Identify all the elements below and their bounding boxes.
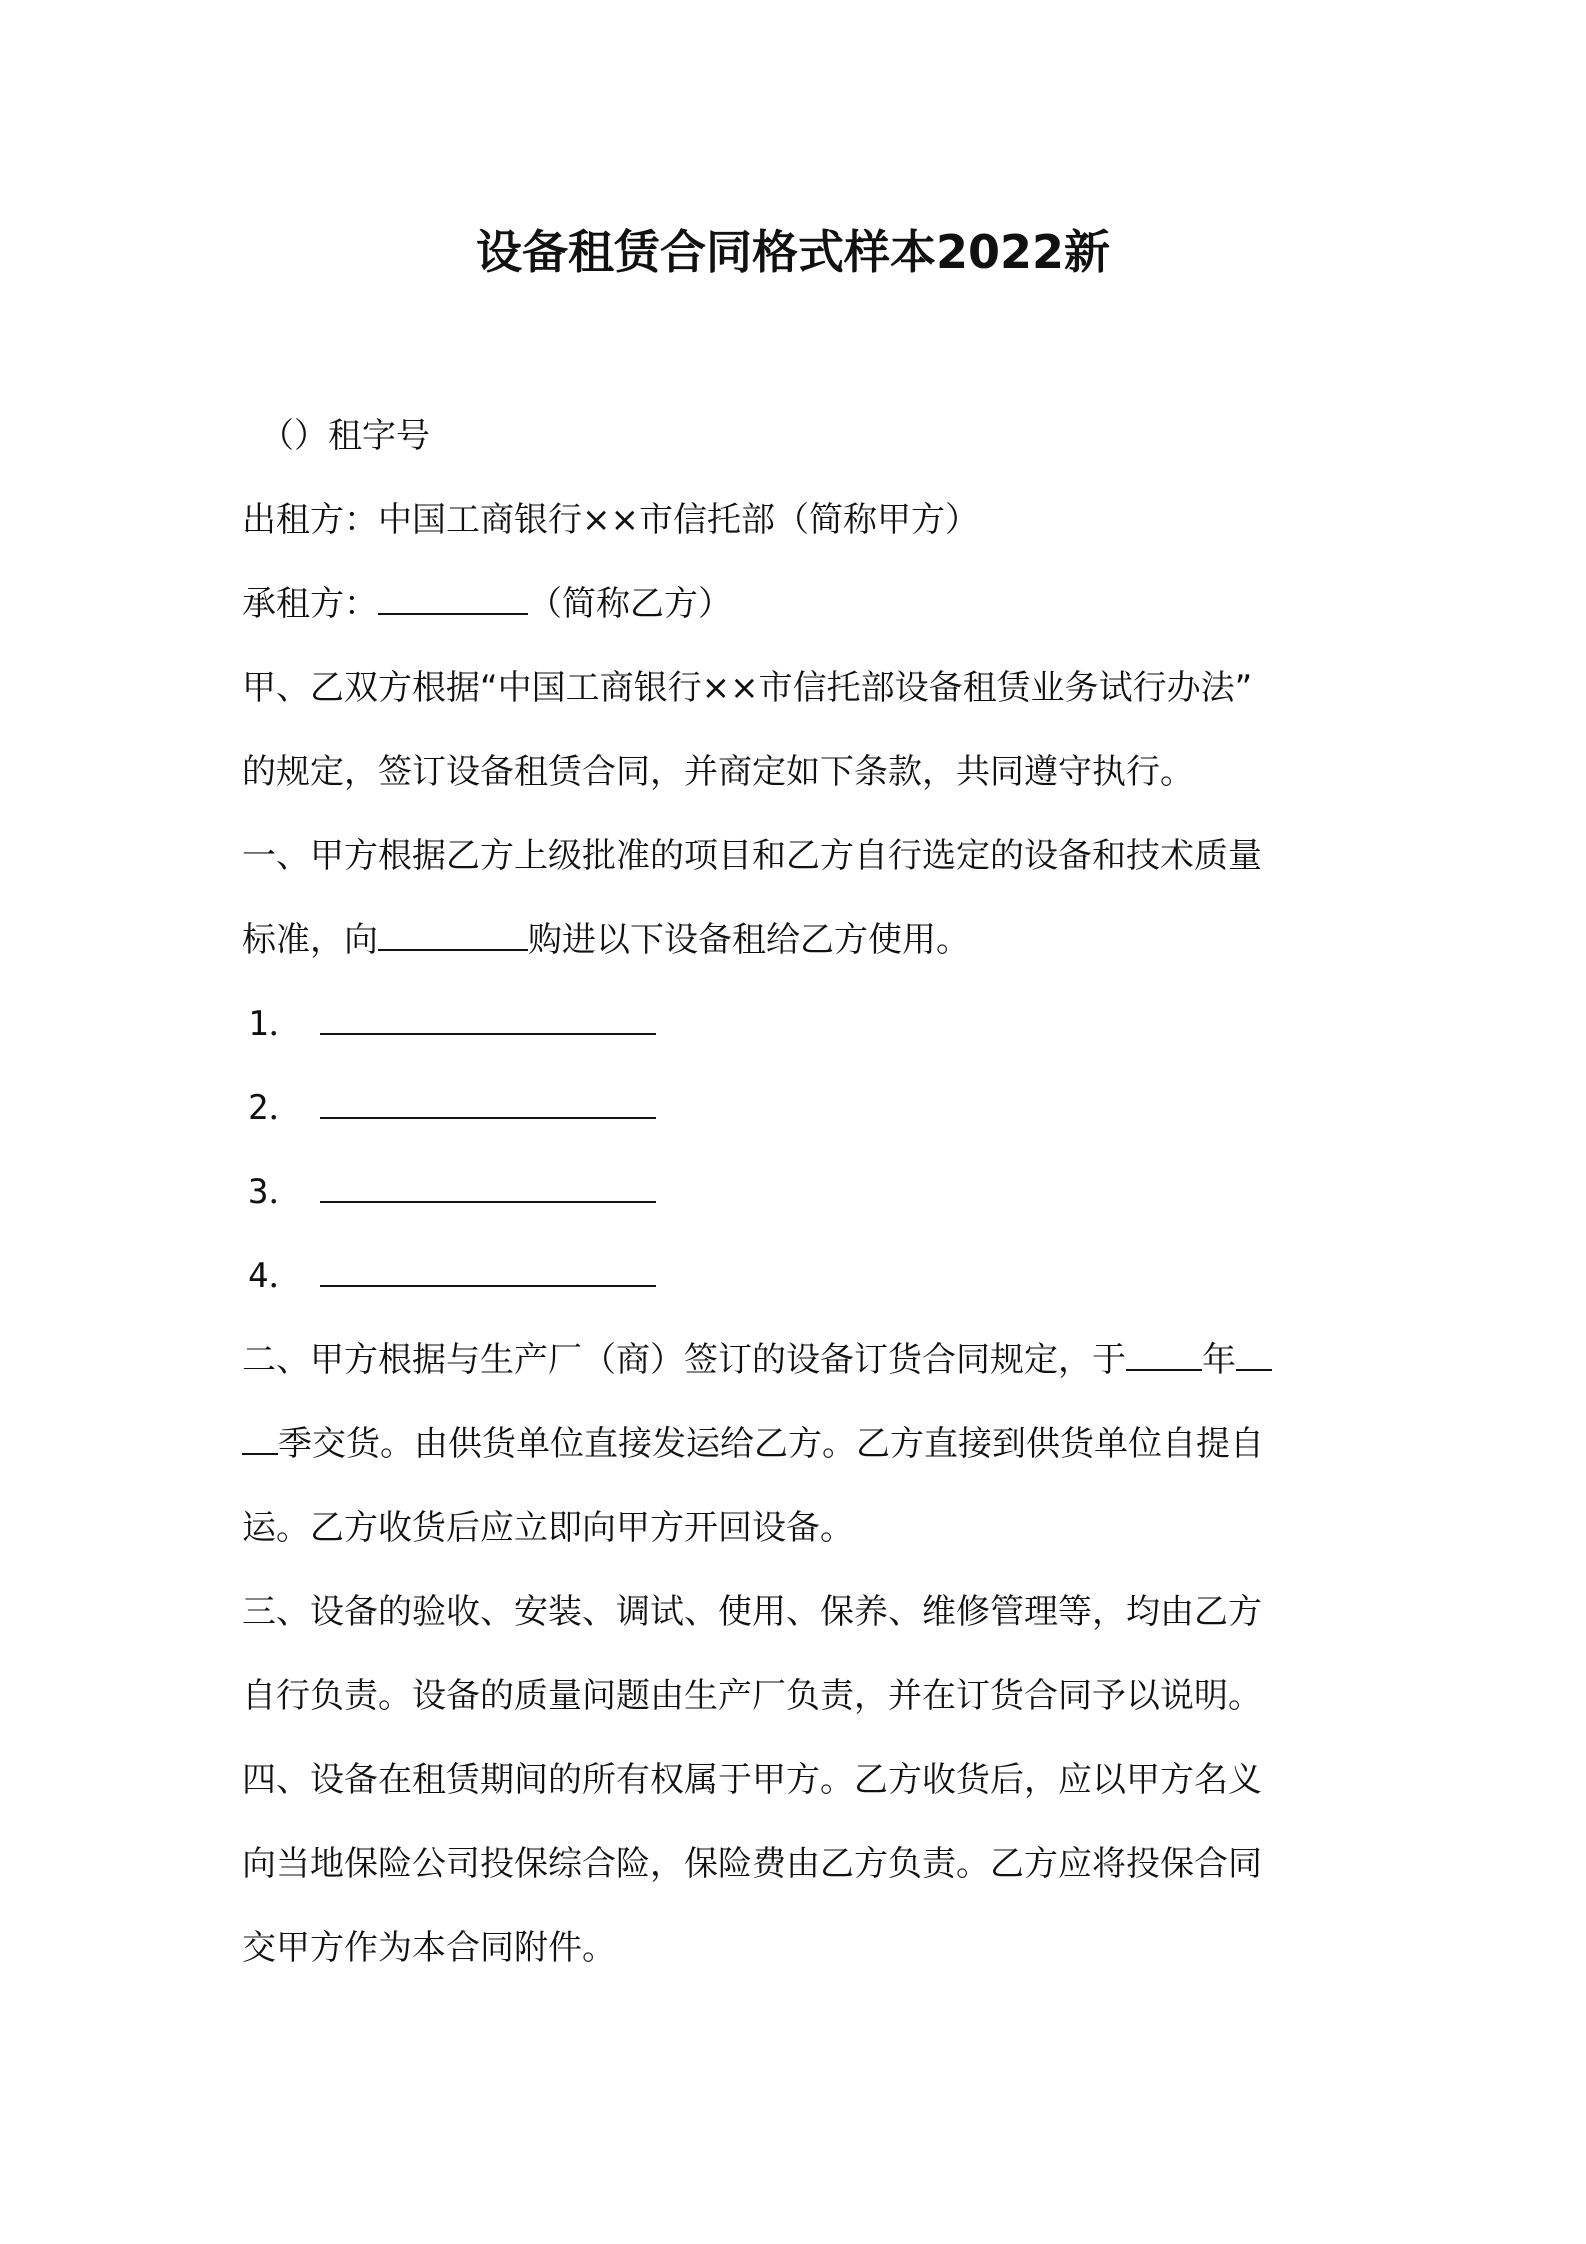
lessor-line <box>242 478 1362 562</box>
equipment-item-3 <box>242 1150 1362 1234</box>
season-blank-part2 <box>242 1423 278 1455</box>
lessee-blank <box>378 583 528 615</box>
clause4-line-1: 四、设备在租赁期间的所有权属于甲方。乙方收货后，应以甲方名义 <box>242 1760 1262 1800</box>
intro-line-1: 甲、乙双方根据“中国工商银行××市信托部设备租赁业务试行办法” <box>242 668 1253 708</box>
clause2-prefix: 二、甲方根据与生产厂（商）签订的设备订货合同规定，于 <box>242 1340 1126 1380</box>
item-blank <box>320 1087 656 1119</box>
lessee-suffix: （简称乙方） <box>528 584 732 624</box>
clause4-line-2: 向当地保险公司投保综合险，保险费由乙方负责。乙方应将投保合同 <box>242 1844 1262 1884</box>
item-blank <box>320 1255 656 1287</box>
item-number: 4． <box>248 1256 303 1296</box>
contract-number: （）租字号 <box>260 416 430 456</box>
item-number: 1． <box>248 1004 303 1044</box>
season-blank-part1 <box>1236 1339 1272 1371</box>
clause1-line-2 <box>242 898 1362 982</box>
lessor-value: 中国工商银行××市信托部（简称甲方） <box>378 500 979 540</box>
lessor-label: 出租方： <box>242 500 378 540</box>
contract-body <box>242 394 1362 1990</box>
item-number: 3． <box>248 1172 303 1212</box>
lessee-line <box>242 562 1362 646</box>
clause2-line-1 <box>242 1318 1362 1402</box>
clause2-year-label: 年 <box>1202 1340 1236 1380</box>
clause1-prefix: 标准，向 <box>242 920 378 960</box>
clause2-suffix: 季交货。由供货单位直接发运给乙方。乙方直接到供货单位自提自 <box>278 1424 1264 1464</box>
clause1-line-1: 一、甲方根据乙方上级批准的项目和乙方自行选定的设备和技术质量 <box>242 836 1262 876</box>
item-blank <box>320 1003 656 1035</box>
equipment-item-1 <box>242 982 1362 1066</box>
page-title: 设备租赁合同格式样本2022新 <box>475 225 1111 279</box>
clause1-suffix: 购进以下设备租给乙方使用。 <box>528 920 970 960</box>
equipment-item-2 <box>242 1066 1362 1150</box>
item-blank <box>320 1171 656 1203</box>
clause4-line-3: 交甲方作为本合同附件。 <box>242 1928 616 1968</box>
equipment-item-4 <box>242 1234 1362 1318</box>
clause3-line-2: 自行负责。设备的质量问题由生产厂负责，并在订货合同予以说明。 <box>242 1676 1262 1716</box>
item-number: 2． <box>248 1088 303 1128</box>
lessee-label: 承租方： <box>242 584 378 624</box>
clause2-line-3: 运。乙方收货后应立即向甲方开回设备。 <box>242 1508 854 1548</box>
clause3-line-1: 三、设备的验收、安装、调试、使用、保养、维修管理等，均由乙方 <box>242 1592 1262 1632</box>
year-blank <box>1126 1339 1202 1371</box>
supplier-blank <box>378 919 528 951</box>
intro-line-2: 的规定，签订设备租赁合同，并商定如下条款，共同遵守执行。 <box>242 752 1194 792</box>
clause2-line-2 <box>242 1402 1362 1486</box>
